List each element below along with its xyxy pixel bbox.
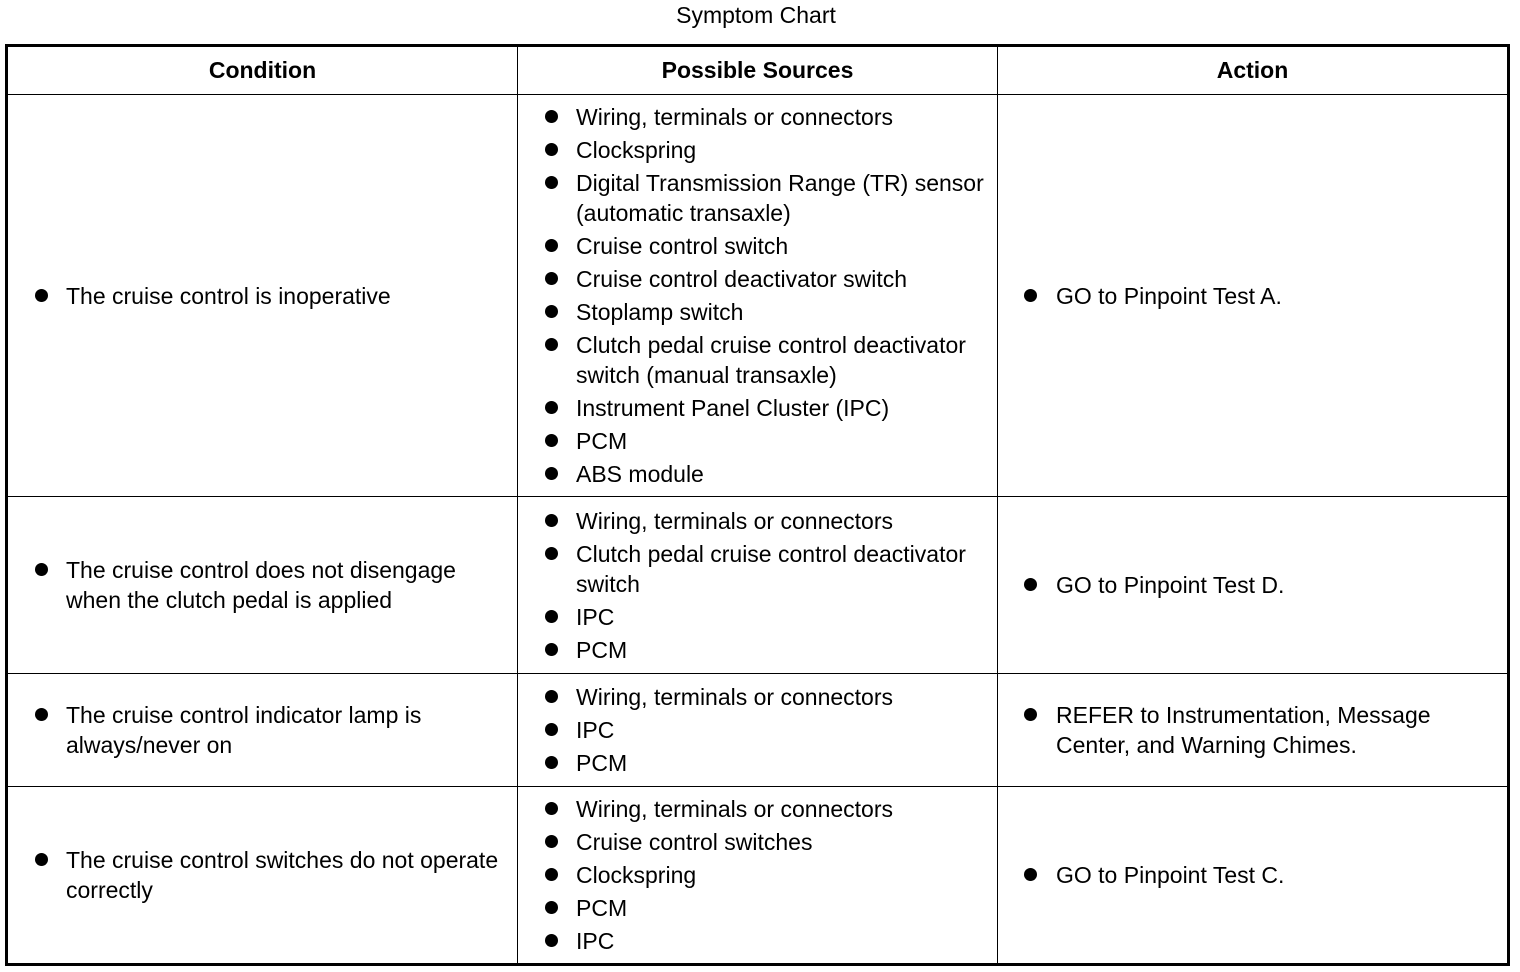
condition-list	[8, 555, 517, 615]
action-cell	[998, 674, 1509, 787]
bullet-icon	[545, 547, 558, 560]
source-item	[518, 827, 997, 857]
bullet-icon	[35, 853, 48, 866]
possible-sources-cell	[518, 674, 998, 787]
source-item-text: Wiring, terminals or connectors	[576, 507, 893, 534]
bullet-icon	[545, 610, 558, 623]
sources-list	[518, 102, 997, 489]
source-item-text: Digital Transmission Range (TR) sensor (automatic transaxle)	[576, 170, 984, 226]
action-item	[998, 860, 1507, 890]
bullet-icon	[545, 934, 558, 947]
condition-list	[8, 845, 517, 905]
source-item	[518, 602, 997, 632]
source-item-text: Clutch pedal cruise control deactivator switch	[576, 540, 966, 597]
source-item-text: IPC	[576, 928, 615, 954]
header-action: Action	[998, 46, 1509, 95]
condition-item	[8, 281, 517, 311]
action-item-text: GO to Pinpoint Test A.	[1056, 282, 1282, 309]
source-item-text: Wiring, terminals or connectors	[576, 796, 893, 822]
bullet-icon	[1024, 578, 1037, 591]
condition-list	[8, 700, 517, 760]
bullet-icon	[1024, 708, 1037, 721]
source-item	[518, 168, 997, 228]
source-item	[518, 231, 997, 261]
bullet-icon	[545, 756, 558, 769]
condition-item	[8, 845, 517, 905]
source-item	[518, 426, 997, 456]
condition-item	[8, 700, 517, 760]
bullet-icon	[545, 272, 558, 285]
condition-item-text: The cruise control does not disengage when the clutch pedal is applied	[66, 557, 456, 613]
source-item-text: Instrument Panel Cluster (IPC)	[576, 395, 890, 421]
bullet-icon	[545, 868, 558, 881]
bullet-icon	[545, 305, 558, 318]
table-body	[7, 95, 1509, 965]
source-item	[518, 635, 997, 665]
possible-sources-cell	[518, 95, 998, 497]
action-list	[998, 570, 1507, 600]
source-item	[518, 893, 997, 923]
bullet-icon	[545, 401, 558, 414]
sources-list	[518, 506, 997, 665]
possible-sources-cell	[518, 787, 998, 965]
bullet-icon	[545, 643, 558, 656]
bullet-icon	[35, 563, 48, 576]
source-item	[518, 393, 997, 423]
source-item-text: PCM	[576, 895, 628, 921]
source-item	[518, 459, 997, 489]
source-item-text: IPC	[576, 717, 615, 743]
condition-cell	[7, 497, 518, 674]
action-list	[998, 281, 1507, 311]
bullet-icon	[1024, 289, 1037, 302]
bullet-icon	[545, 176, 558, 189]
source-item	[518, 330, 997, 390]
symptom-table	[5, 44, 1510, 966]
bullet-icon	[35, 708, 48, 721]
bullet-icon	[545, 901, 558, 914]
bullet-icon	[545, 239, 558, 252]
table-row	[7, 787, 1509, 965]
source-item	[518, 264, 997, 294]
source-item-text: ABS module	[576, 461, 704, 487]
chart-title: Symptom Chart	[676, 2, 836, 28]
source-item	[518, 682, 997, 712]
source-item-text: Stoplamp switch	[576, 299, 744, 325]
source-item	[518, 506, 997, 536]
condition-cell	[7, 787, 518, 965]
header-condition: Condition	[7, 46, 518, 95]
action-item	[998, 570, 1507, 600]
source-item-text: PCM	[576, 636, 628, 663]
condition-item-text: The cruise control switches do not operate correctly	[66, 847, 499, 903]
action-item-text: REFER to Instrumentation, Message Center, and Warning Chimes.	[1056, 702, 1431, 758]
action-cell	[998, 497, 1509, 674]
action-item-text: GO to Pinpoint Test C.	[1056, 862, 1285, 888]
source-item-text: IPC	[576, 603, 615, 630]
source-item-text: Clockspring	[576, 137, 697, 163]
source-item	[518, 860, 997, 890]
action-item	[998, 281, 1507, 311]
bullet-icon	[545, 110, 558, 123]
source-item-text: PCM	[576, 750, 628, 776]
condition-item	[8, 555, 517, 615]
action-cell	[998, 787, 1509, 965]
bullet-icon	[545, 467, 558, 480]
source-item-text: Cruise control switch	[576, 233, 789, 259]
source-item-text: PCM	[576, 428, 628, 454]
action-item-text: GO to Pinpoint Test D.	[1056, 572, 1285, 598]
source-item-text: Cruise control switches	[576, 829, 813, 855]
header-row	[7, 46, 1509, 95]
bullet-icon	[545, 835, 558, 848]
table-row	[7, 497, 1509, 674]
source-item-text: Clutch pedal cruise control deactivator switch (manual transaxle)	[576, 332, 966, 388]
sources-list	[518, 794, 997, 956]
condition-cell	[7, 95, 518, 497]
source-item	[518, 135, 997, 165]
bullet-icon	[545, 690, 558, 703]
source-item-text: Wiring, terminals or connectors	[576, 104, 893, 130]
source-item	[518, 794, 997, 824]
source-item-text: Wiring, terminals or connectors	[576, 684, 893, 710]
table-row	[7, 674, 1509, 787]
header-possible-sources: Possible Sources	[518, 46, 998, 95]
bullet-icon	[545, 723, 558, 736]
bullet-icon	[545, 802, 558, 815]
source-item	[518, 539, 997, 599]
source-item	[518, 102, 997, 132]
source-item	[518, 926, 997, 956]
source-item-text: Cruise control deactivator switch	[576, 266, 908, 292]
condition-item-text: The cruise control indicator lamp is always/never on	[66, 702, 422, 758]
action-list	[998, 700, 1507, 760]
action-item	[998, 700, 1507, 760]
action-cell	[998, 95, 1509, 497]
bullet-icon	[35, 289, 48, 302]
source-item	[518, 748, 997, 778]
action-list	[998, 860, 1507, 890]
source-item	[518, 715, 997, 745]
possible-sources-cell	[518, 497, 998, 674]
bullet-icon	[545, 514, 558, 527]
source-item	[518, 297, 997, 327]
bullet-icon	[1024, 868, 1037, 881]
bullet-icon	[545, 143, 558, 156]
condition-cell	[7, 674, 518, 787]
sources-list	[518, 682, 997, 778]
table-row	[7, 95, 1509, 497]
condition-item-text: The cruise control is inoperative	[66, 282, 391, 309]
source-item-text: Clockspring	[576, 862, 697, 888]
condition-list	[8, 281, 517, 311]
bullet-icon	[545, 434, 558, 447]
bullet-icon	[545, 338, 558, 351]
